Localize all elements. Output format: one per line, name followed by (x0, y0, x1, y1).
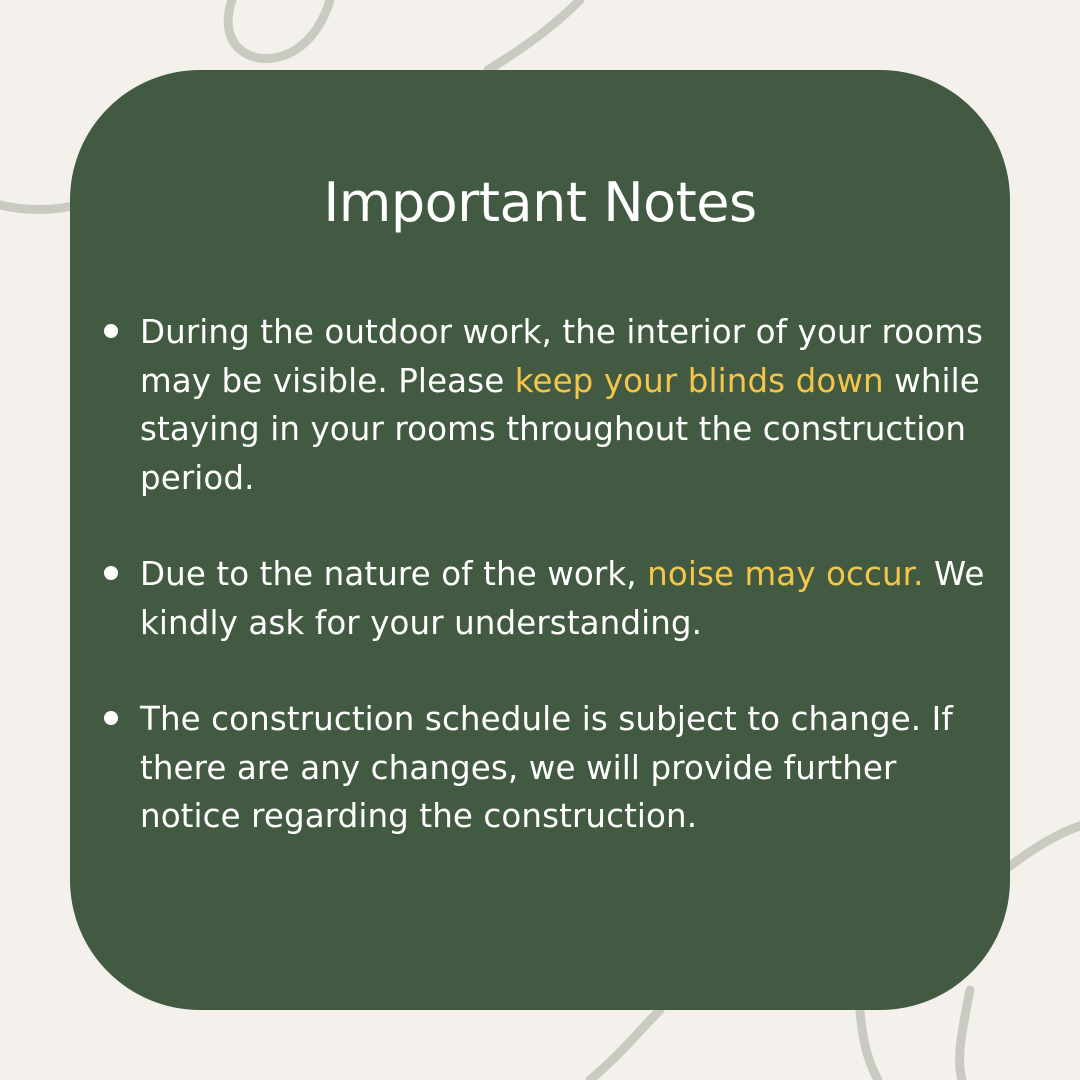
note-item-visibility (100, 308, 1000, 502)
note-text: The construction schedule is subject to change. If there are any changes, we will provide further notice regarding the construction. (140, 700, 953, 835)
notes-list (100, 308, 1000, 889)
bullet-icon (104, 324, 118, 338)
card-title: Important Notes (323, 171, 757, 234)
note-item-schedule (100, 695, 1000, 841)
note-highlight: noise may occur. (647, 555, 924, 593)
note-item-noise (100, 550, 1000, 647)
note-text: We kindly ask for your understanding. (140, 555, 985, 642)
bullet-icon (104, 566, 118, 580)
note-text: Due to the nature of the work, (140, 555, 648, 593)
note-text: During the outdoor work, the interior of your rooms may be visible. Please (140, 313, 984, 400)
note-highlight: keep your blinds down (514, 361, 884, 400)
note-text: while staying in your rooms throughout the construction period. (140, 361, 980, 497)
bullet-icon (104, 711, 118, 725)
